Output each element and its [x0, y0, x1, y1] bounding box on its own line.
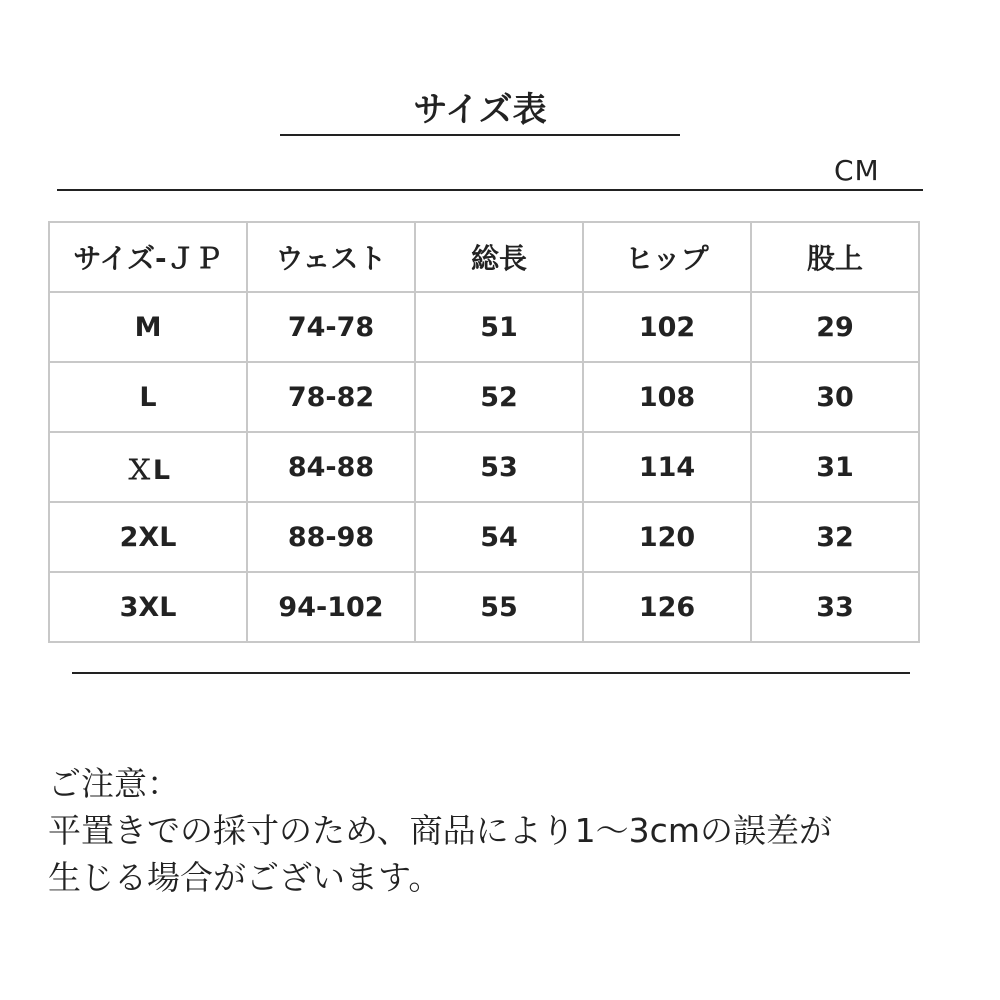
header-hip: ヒップ — [583, 222, 751, 292]
header-length: 総長 — [415, 222, 583, 292]
unit-label: CM — [834, 154, 880, 187]
cell-rise: 32 — [751, 502, 919, 572]
page-title: サイズ表 — [413, 90, 547, 130]
cell-waist: 84-88 — [247, 432, 415, 502]
notice-heading: ご注意： — [48, 764, 180, 803]
table-row — [49, 292, 919, 362]
header-rise: 股上 — [751, 222, 919, 292]
cell-waist: 94-102 — [247, 572, 415, 642]
cell-size: ＸL — [49, 432, 247, 502]
cell-length: 54 — [415, 502, 583, 572]
table-header-row — [49, 222, 919, 292]
header-size: サイズ-ＪＰ — [49, 222, 247, 292]
cell-rise: 29 — [751, 292, 919, 362]
cell-length: 51 — [415, 292, 583, 362]
header-waist: ウェスト — [247, 222, 415, 292]
table-row — [49, 502, 919, 572]
cell-size: M — [49, 292, 247, 362]
cell-size: L — [49, 362, 247, 432]
notice-line: 生じる場合がございます。 — [48, 858, 442, 897]
cell-rise: 33 — [751, 572, 919, 642]
cell-hip: 108 — [583, 362, 751, 432]
cell-waist: 74-78 — [247, 292, 415, 362]
cell-rise: 30 — [751, 362, 919, 432]
cell-waist: 78-82 — [247, 362, 415, 432]
notice-line: 平置きでの採寸のため、商品により1～3cmの誤差が — [48, 811, 832, 850]
table-divider — [72, 672, 910, 674]
notice-block — [48, 760, 948, 901]
unit-divider — [57, 189, 923, 191]
cell-length: 52 — [415, 362, 583, 432]
table-row — [49, 362, 919, 432]
cell-size: 3XL — [49, 572, 247, 642]
size-table — [48, 221, 920, 643]
cell-hip: 120 — [583, 502, 751, 572]
title-underline — [280, 134, 680, 136]
cell-size: 2XL — [49, 502, 247, 572]
cell-hip: 126 — [583, 572, 751, 642]
cell-hip: 102 — [583, 292, 751, 362]
table-row — [49, 572, 919, 642]
cell-hip: 114 — [583, 432, 751, 502]
cell-length: 55 — [415, 572, 583, 642]
table-row — [49, 432, 919, 502]
cell-length: 53 — [415, 432, 583, 502]
cell-rise: 31 — [751, 432, 919, 502]
cell-waist: 88-98 — [247, 502, 415, 572]
